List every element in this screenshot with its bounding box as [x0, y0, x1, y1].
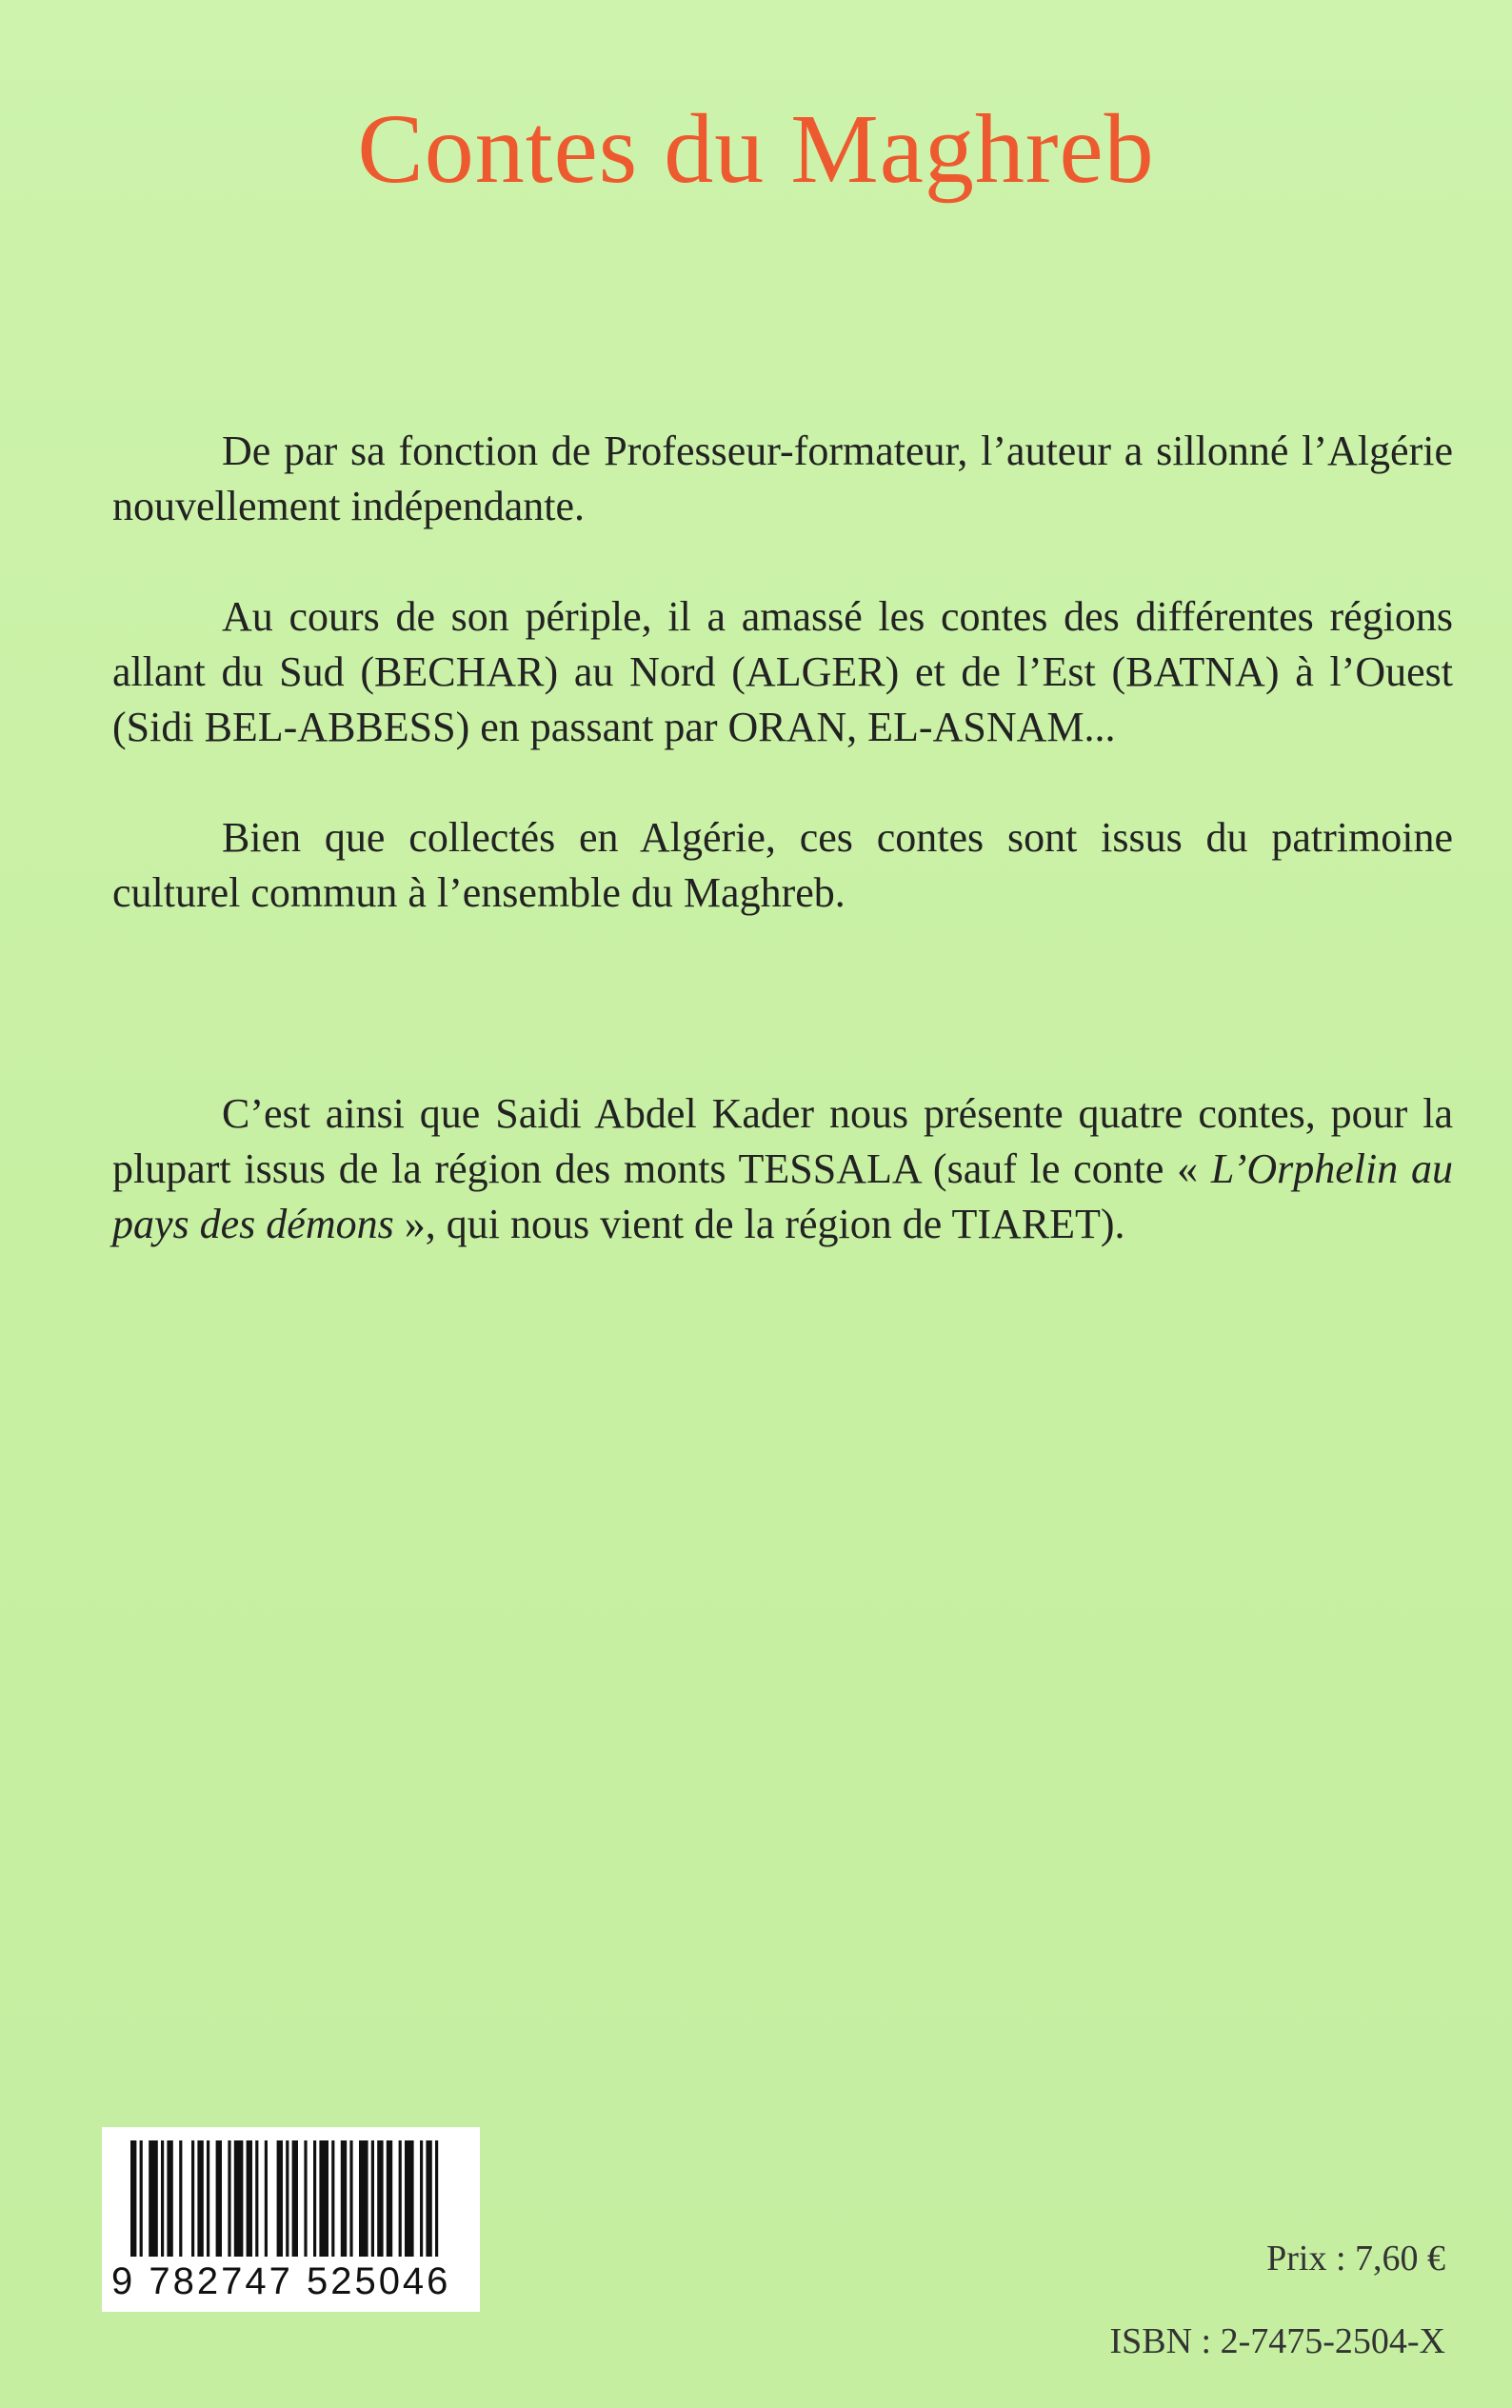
barcode-bar	[265, 2140, 268, 2257]
tale-title-italic: L’Orphelin au pays des démons	[112, 1145, 1453, 1247]
barcode-bar	[341, 2140, 347, 2257]
barcode-bar	[377, 2140, 383, 2257]
barcode-bar	[179, 2140, 182, 2257]
barcode-bar	[207, 2140, 209, 2257]
barcode-bar	[304, 2140, 307, 2257]
barcode-bar	[216, 2140, 222, 2257]
barcode-bar	[349, 2140, 352, 2257]
barcode-bar	[331, 2140, 334, 2257]
isbn: ISBN : 2-7475-2504-X	[1109, 2321, 1445, 2361]
barcode-bar	[292, 2140, 298, 2257]
barcode-bar	[319, 2140, 328, 2257]
blurb-paragraph-3: Bien que collectés en Algérie, ces contes sont issus du patrimoine culturel commun à l’ensemble du Maghreb.	[112, 814, 1453, 916]
barcode-bar	[191, 2140, 194, 2257]
barcode-bar	[149, 2140, 158, 2257]
barcode-digits: 9 782747 525046	[111, 2260, 451, 2302]
blurb-paragraph-2: Au cours de son périple, il a amassé les contes des différentes régions allant du Sud (BECHAR) au Nord (ALGER) et de l’Est (BATNA) à l’Ouest (Sidi BEL-ABBESS) en passant par ORAN, EL-ASNAM...	[112, 593, 1453, 750]
blurb-p4-end: », qui nous vient de la région de TIARET).	[393, 1201, 1125, 1247]
barcode	[102, 2127, 480, 2312]
barcode-bar	[405, 2140, 414, 2257]
barcode-bar	[286, 2140, 288, 2257]
barcode-bar	[228, 2140, 230, 2257]
barcode-bar	[140, 2140, 143, 2257]
blurb-paragraph-1: De par sa fonction de Professeur-formateur, l’auteur a sillonné l’Algérie nouvellement indépendante.	[112, 428, 1453, 529]
barcode-bar	[426, 2140, 431, 2257]
barcode-bar	[420, 2140, 423, 2257]
barcode-bar	[161, 2140, 164, 2257]
barcode-bar	[277, 2140, 283, 2257]
barcode-bar	[167, 2140, 172, 2257]
blurb	[112, 424, 1453, 1252]
barcode-bar	[359, 2140, 368, 2257]
blurb-paragraph-4	[112, 1086, 1453, 1252]
barcode-bar	[435, 2140, 438, 2257]
barcode-bar	[234, 2140, 244, 2257]
barcode-bar	[399, 2140, 402, 2257]
price: Prix : 7,60 €	[1266, 2239, 1445, 2279]
barcode-bar	[197, 2140, 203, 2257]
barcode-bar	[247, 2140, 252, 2257]
barcode-bar	[255, 2140, 258, 2257]
blurb-p4-start: C’est ainsi que Saidi Abdel Kader nous présente quatre contes, pour la plupart issus de la région des monts TESSALA (sauf le conte «	[112, 1090, 1453, 1192]
barcode-bar	[371, 2140, 374, 2257]
book-title: Contes du Maghreb	[357, 94, 1155, 204]
barcode-bar	[387, 2140, 392, 2257]
barcode-bar	[130, 2140, 136, 2257]
barcode-bar	[313, 2140, 316, 2257]
